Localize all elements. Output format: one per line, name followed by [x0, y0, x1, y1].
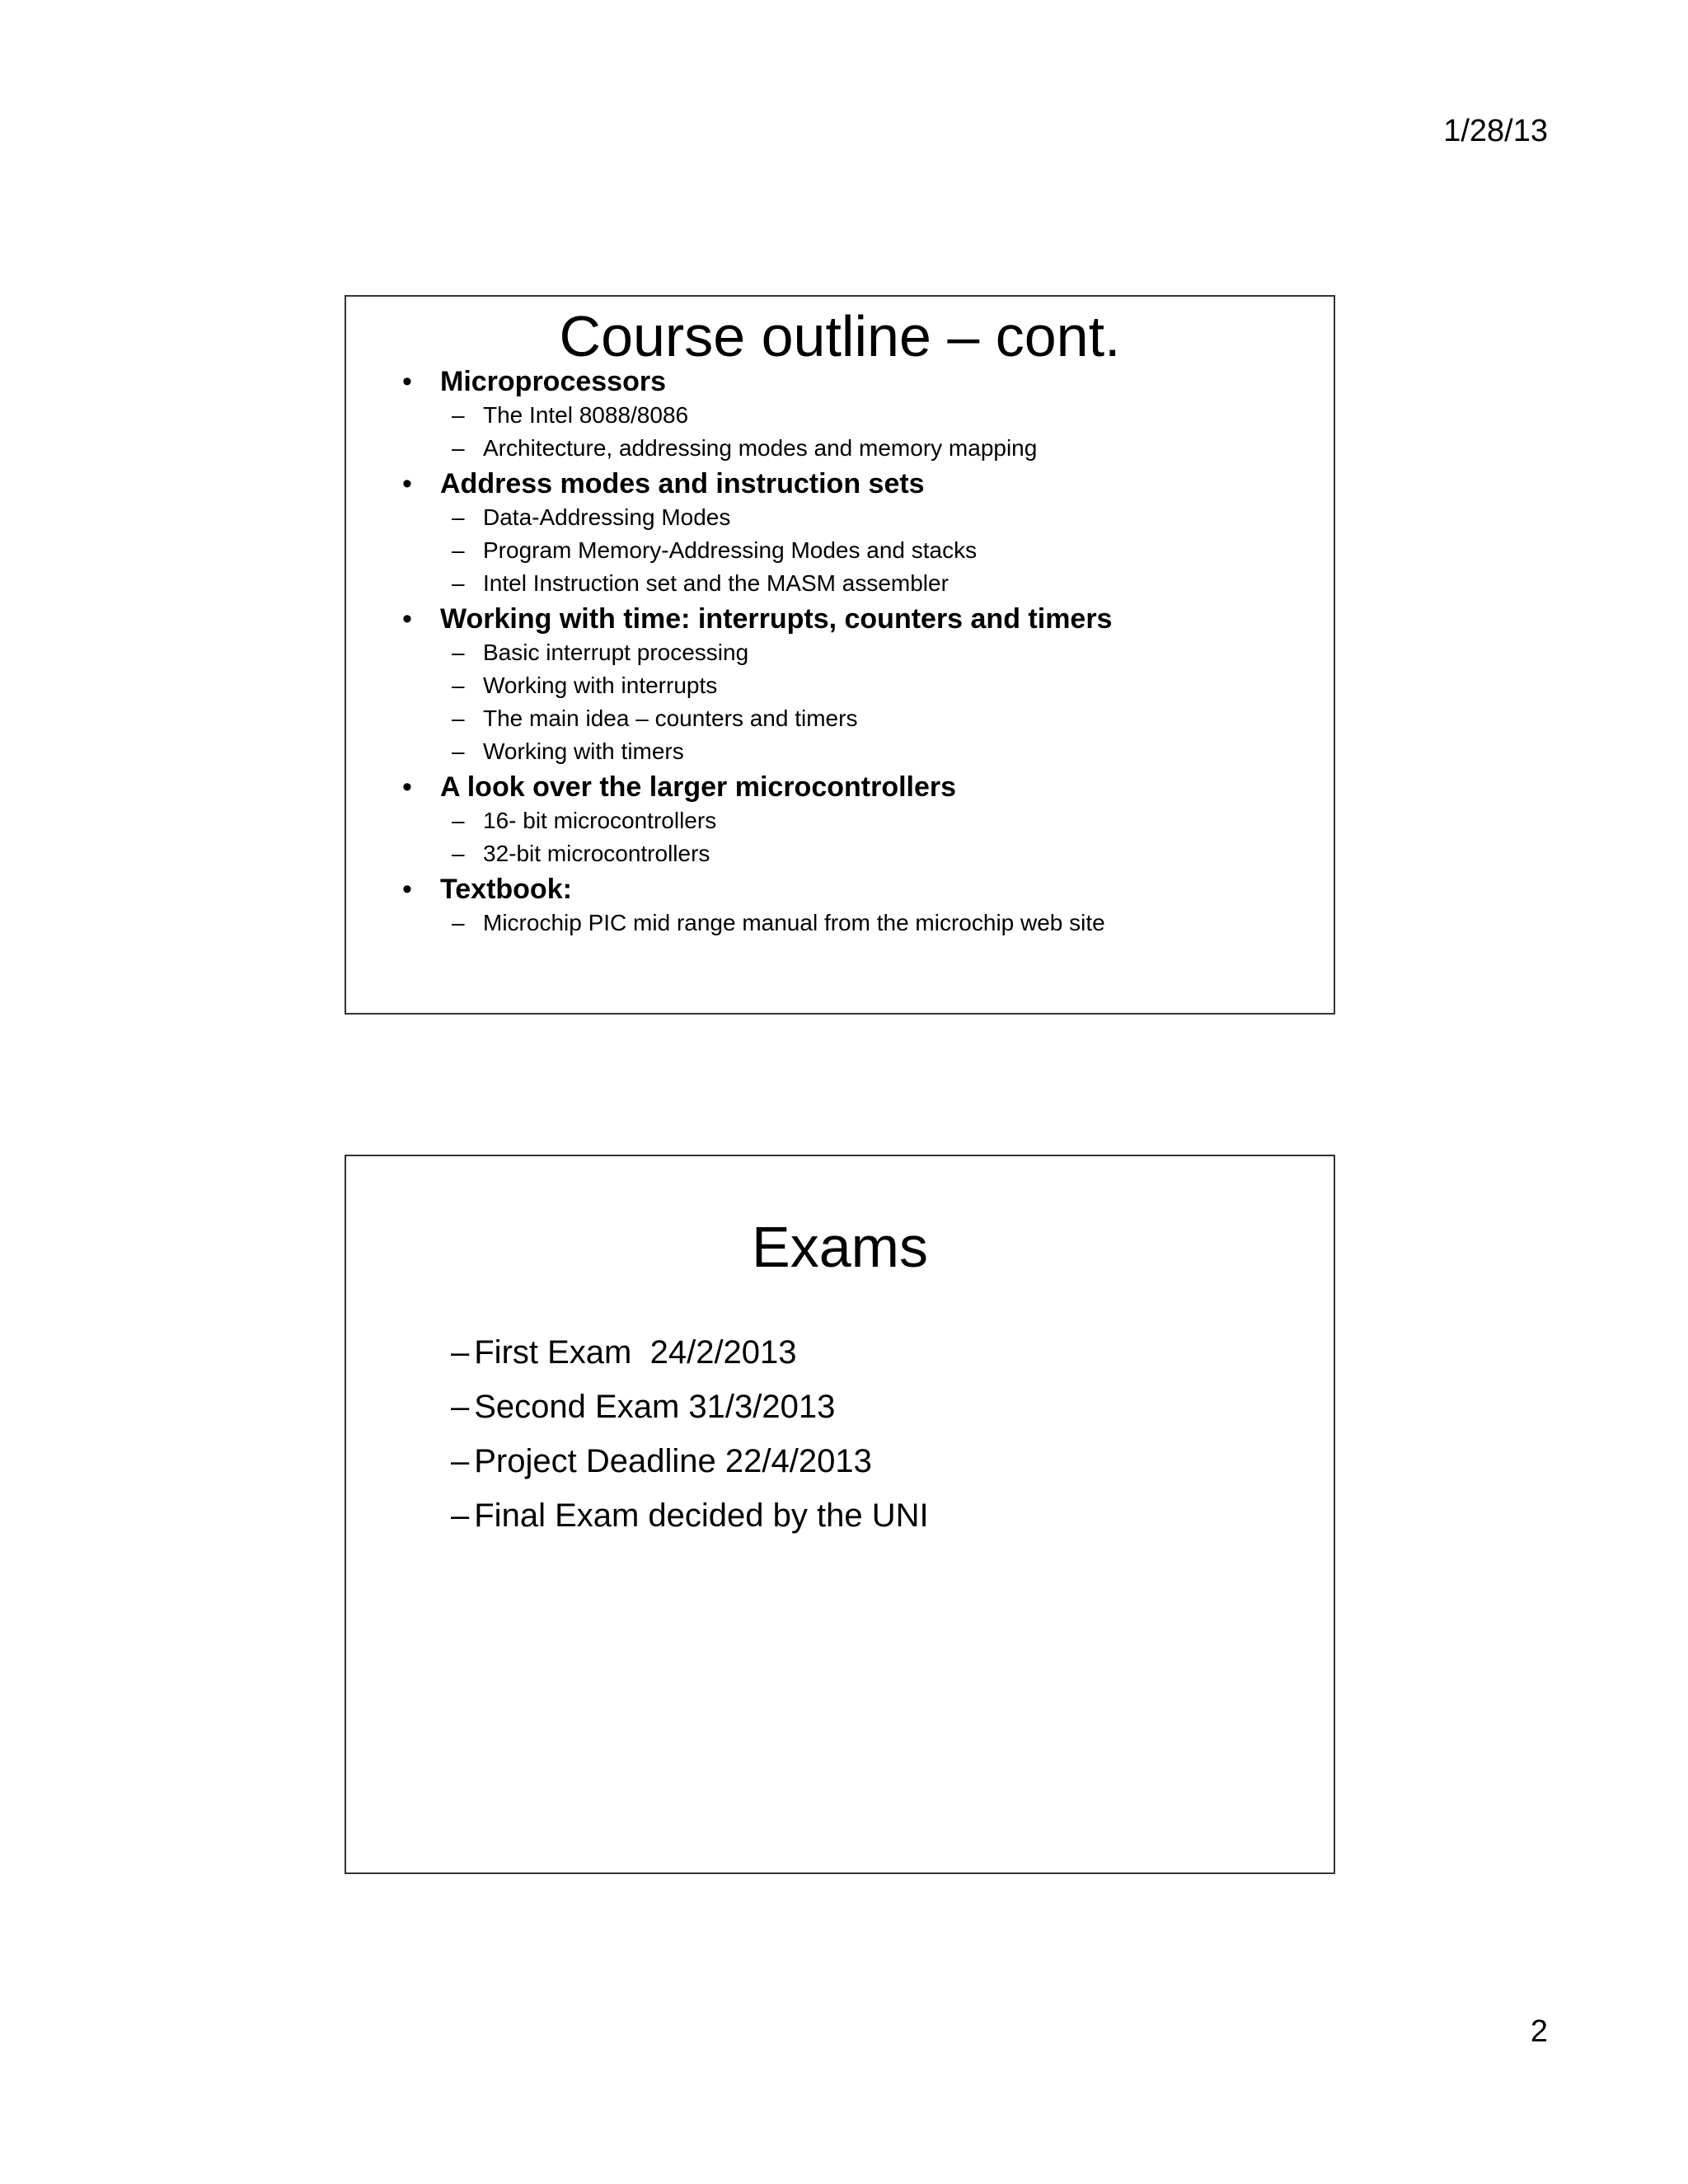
list-item-text: The Intel 8088/8086 [483, 402, 689, 428]
section-heading: Address modes and instruction sets [440, 468, 925, 499]
outline-section [402, 466, 1112, 600]
list-item [452, 702, 1112, 735]
list-item [452, 907, 1112, 940]
dash-icon: – [451, 1389, 470, 1425]
dash-icon: – [452, 504, 465, 530]
list-item [452, 804, 1112, 837]
list-item-text: Second Exam 31/3/2013 [474, 1389, 836, 1425]
outline-list [402, 364, 1112, 941]
dash-icon: – [452, 673, 465, 698]
exam-list [451, 1325, 929, 1543]
dash-icon: – [452, 808, 465, 833]
list-item-text: 16- bit microcontrollers [483, 808, 717, 833]
bullet-icon: • [402, 366, 412, 397]
list-item-text: Intel Instruction set and the MASM assembler [483, 570, 949, 596]
outline-section [402, 872, 1112, 940]
dash-icon: – [452, 738, 465, 764]
section-heading: A look over the larger microcontrollers [440, 771, 957, 803]
section-heading: Microprocessors [440, 366, 666, 397]
sub-list [452, 636, 1112, 768]
dash-icon: – [451, 1334, 470, 1371]
list-item-text: Project Deadline 22/4/2013 [474, 1443, 872, 1479]
sub-list [452, 399, 1112, 465]
list-item [452, 399, 1112, 432]
dash-icon: – [451, 1443, 470, 1479]
list-item-text: Working with interrupts [483, 673, 718, 698]
page-number: 2 [1530, 2014, 1548, 2049]
list-item [452, 501, 1112, 534]
list-item [451, 1380, 929, 1434]
section-heading: Textbook: [440, 874, 572, 905]
list-item [452, 432, 1112, 465]
list-item-text: First Exam 24/2/2013 [474, 1334, 797, 1371]
list-item-text: Final Exam decided by the UNI [474, 1497, 929, 1534]
list-item [452, 636, 1112, 669]
slide-title: Course outline – cont. [559, 304, 1121, 368]
slide-title: Exams [752, 1215, 928, 1279]
dash-icon: – [452, 435, 465, 461]
list-item [451, 1488, 929, 1543]
header-date: 1/28/13 [1443, 114, 1548, 148]
list-item-text: Microchip PIC mid range manual from the microchip web site [483, 910, 1105, 935]
list-item-text: 32-bit microcontrollers [483, 841, 710, 866]
dash-icon: – [452, 640, 465, 665]
dash-icon: – [452, 570, 465, 596]
list-item [452, 735, 1112, 768]
list-item-text: Architecture, addressing modes and memory mapping [483, 435, 1038, 461]
list-item [451, 1434, 929, 1488]
sub-list [452, 501, 1112, 600]
dash-icon: – [452, 705, 465, 731]
bullet-icon: • [402, 468, 412, 499]
dash-icon: – [452, 910, 465, 935]
outline-section [402, 770, 1112, 870]
slide-exams [345, 1155, 1335, 1874]
list-item-text: Basic interrupt processing [483, 640, 749, 665]
sub-list [452, 907, 1112, 940]
sub-list [452, 804, 1112, 870]
section-heading: Working with time: interrupts, counters and timers [440, 603, 1113, 635]
list-item [451, 1325, 929, 1380]
list-item [452, 669, 1112, 702]
list-item [452, 567, 1112, 600]
bullet-icon: • [402, 603, 412, 635]
list-item-text: Data-Addressing Modes [483, 504, 731, 530]
slide-course-outline [345, 295, 1335, 1015]
dash-icon: – [452, 402, 465, 428]
dash-icon: – [451, 1497, 470, 1534]
dash-icon: – [452, 537, 465, 563]
list-item [452, 837, 1112, 870]
bullet-icon: • [402, 874, 412, 905]
bullet-icon: • [402, 771, 412, 803]
dash-icon: – [452, 841, 465, 866]
outline-section [402, 602, 1112, 768]
list-item-text: Program Memory-Addressing Modes and stacks [483, 537, 978, 563]
list-item-text: The main idea – counters and timers [483, 705, 858, 731]
list-item [452, 534, 1112, 567]
outline-section [402, 364, 1112, 465]
list-item-text: Working with timers [483, 738, 684, 764]
